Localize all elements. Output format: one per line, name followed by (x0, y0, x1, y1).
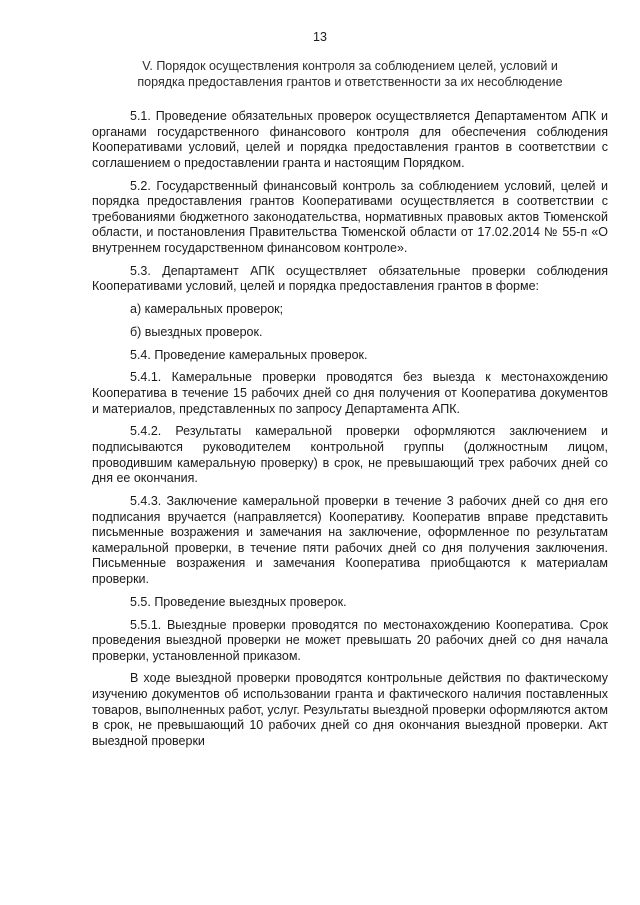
paragraph-5-4-2: 5.4.2. Результаты камеральной проверки оформляются заключением и подписываются руководителем контрольной группы (должностным лицом, проводившим камеральную проверку) в срок, не превышающий трех рабочих дней со дня ее окончания. (92, 424, 608, 486)
page-number: 13 (313, 30, 327, 44)
paragraph-5-3: 5.3. Департамент АПК осуществляет обязательные проверки соблюдения Кооперативами условий, целей и порядка предоставления грантов в форме: (92, 263, 608, 294)
paragraph-5-4-1: 5.4.1. Камеральные проверки проводятся без выезда к местонахождению Кооператива в течение 15 рабочих дней со дня получения от Кооператива документов и материалов, представленных по запросу Департамента АПК. (92, 370, 608, 416)
paragraph-5-5-1: 5.5.1. Выездные проверки проводятся по местонахождению Кооператива. Срок проведения выездной проверки не может превышать 20 рабочих дней со дня начала проверки, установленной приказом. (92, 617, 608, 663)
paragraph-5-1: 5.1. Проведение обязательных проверок осуществляется Департаментом АПК и органами государственного финансового контроля для обеспечения соблюдения Кооперативами условий, целей и порядка предоставления грантов в соответствии с соглашением о предоставлении гранта и настоящим Порядком. (92, 109, 608, 170)
paragraph-5-4: 5.4. Проведение камеральных проверок. (130, 347, 368, 362)
paragraph-5-5: 5.5. Проведение выездных проверок. (130, 594, 347, 609)
list-item-a: а) камеральных проверок; (130, 302, 284, 317)
document-body (92, 109, 608, 757)
paragraph-5-2: 5.2. Государственный финансовый контроль за соблюдением условий, целей и порядка предоставления грантов Кооперативами осуществляется в соответствии с требованиями бюджетного законодательства, нормативных правовых актов Тюменской области, и постановления Правительства Тюменской области от 17.02.2014 № 55-п «О внутреннем государственном финансовом контроле». (92, 178, 608, 255)
section-title-line-1: V. Порядок осуществления контроля за соблюдением целей, условий и (142, 59, 558, 73)
paragraph-field-inspection: В ходе выездной проверки проводятся контрольные действия по фактическому изучению документов об использовании гранта и фактического наличия поставленных товаров, выполненных работ, услуг. Результаты выездной проверки оформляются актом в срок, не превышающий 10 рабочих дней со дня окончания выездной проверки. Акт выездной проверки (92, 671, 608, 748)
section-title-line-2: порядка предоставления грантов и ответственности за их несоблюдение (137, 75, 563, 89)
section-title (92, 58, 608, 90)
list-item-b: б) выездных проверок. (130, 324, 263, 339)
paragraph-5-4-3: 5.4.3. Заключение камеральной проверки в течение 3 рабочих дней со дня его подписания вручается (направляется) Кооперативу. Кооператив вправе представить письменные возражения и замечания на заключение, оформленное по результатам камеральной проверки, в течение пяти рабочих дней со дня получения заключения. Письменные возражения и замечания Кооператива приобщаются к материалам проверки. (92, 493, 608, 586)
